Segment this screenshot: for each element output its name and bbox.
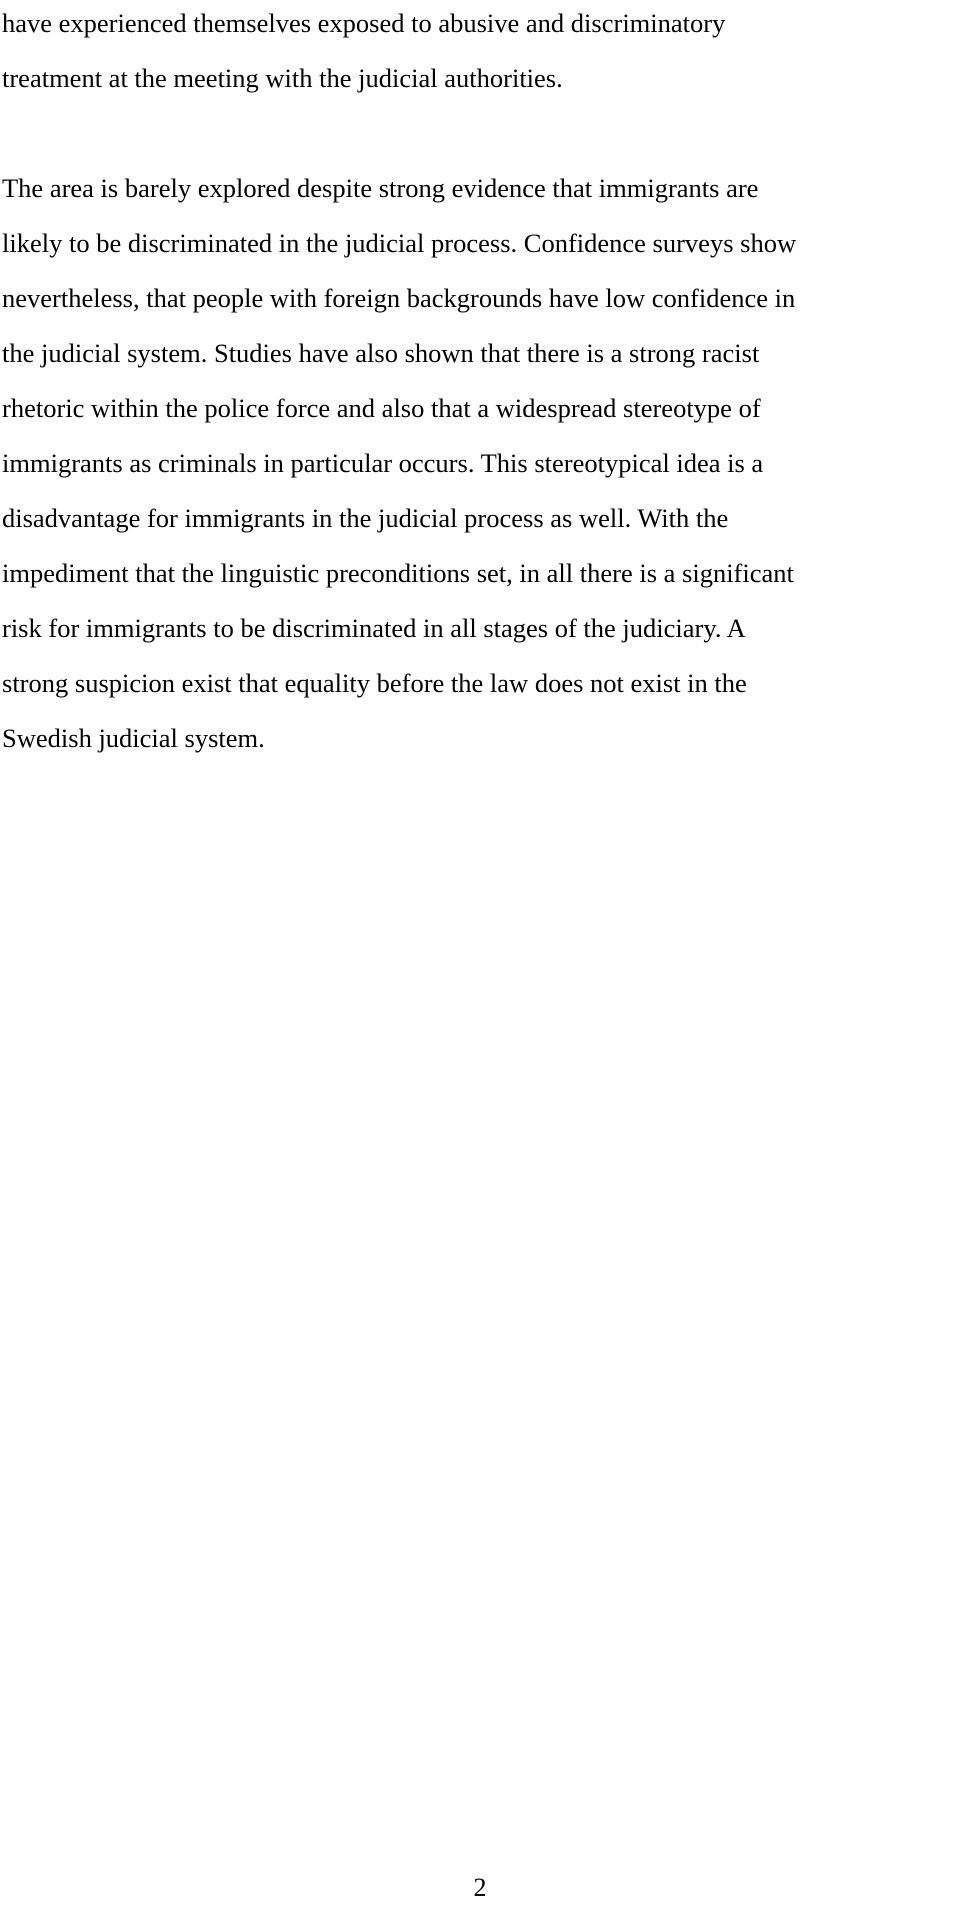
text-line: nevertheless, that people with foreign backgrounds have low confidence in: [2, 283, 796, 313]
text-line: strong suspicion exist that equality before the law does not exist in the: [2, 668, 747, 698]
text-line: immigrants as criminals in particular occurs. This stereotypical idea is a: [2, 448, 764, 478]
page-number: 2: [473, 1873, 487, 1902]
text-line: likely to be discriminated in the judicial process. Confidence surveys show: [2, 228, 797, 258]
text-line: Swedish judicial system.: [2, 723, 265, 753]
text-line: The area is barely explored despite strong evidence that immigrants are: [2, 173, 759, 203]
body-text: [2, 0, 952, 766]
text-line: disadvantage for immigrants in the judicial process as well. With the: [2, 503, 729, 533]
text-line: the judicial system. Studies have also shown that there is a strong racist: [2, 338, 760, 368]
paragraph-2: [2, 161, 952, 766]
text-line: have experienced themselves exposed to abusive and discriminatory: [2, 8, 726, 38]
paragraph-gap: [2, 106, 952, 161]
text-line: treatment at the meeting with the judicial authorities.: [2, 63, 563, 93]
text-line: rhetoric within the police force and also that a widespread stereotype of: [2, 393, 761, 423]
text-line: risk for immigrants to be discriminated in all stages of the judiciary. A: [2, 613, 746, 643]
text-line: impediment that the linguistic preconditions set, in all there is a significant: [2, 558, 794, 588]
paragraph-1: [2, 0, 952, 106]
